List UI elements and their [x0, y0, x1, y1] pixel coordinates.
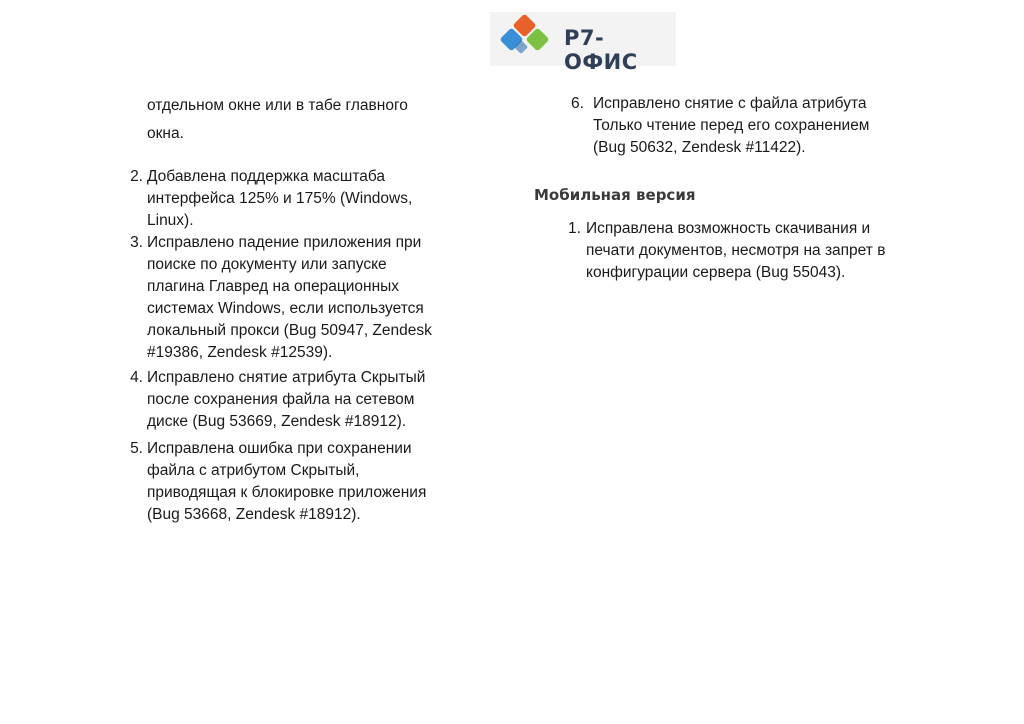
mobile-list-item-1 [568, 218, 946, 284]
list-number: 1. [568, 220, 581, 237]
logo-icon [494, 14, 558, 66]
list-item-text: Исправлена возможность скачивания и печати документов, несмотря на запрет в конфигурации сервера (Bug 55043). [586, 220, 886, 281]
list-number: 5. [130, 440, 143, 457]
list-item-text: Добавлена поддержка масштаба интерфейса 125% и 175% (Windows, Linux). [147, 168, 413, 229]
section-heading-mobile: Мобильная версия [534, 186, 696, 204]
list-item-text: Исправлено падение приложения при поиске по документу или запуске плагина Главред на операционных системах Windows, если используется локальный прокси (Bug 50947, Zendesk #19386, Zendesk #12539). [147, 234, 432, 361]
list-number: 6. [571, 95, 584, 112]
list-item-text: Исправлено снятие атрибута Скрытый после сохранения файла на сетевом диске (Bug 53669, Zendesk #18912). [147, 369, 426, 430]
logo-text: Р7-ОФИС [564, 26, 638, 74]
intro-line: отдельном окне или в табе главного [147, 97, 408, 114]
list-item-6 [571, 93, 913, 159]
list-number: 2. [130, 168, 143, 185]
list-item-text: Исправлено снятие с файла атрибута Только чтение перед его сохранением (Bug 50632, Zendesk #11422). [593, 95, 870, 156]
logo [490, 12, 676, 74]
intro-line: окна. [147, 125, 184, 142]
list-item-text: Исправлена ошибка при сохранении файла с атрибутом Скрытый, приводящая к блокировке приложения (Bug 53668, Zendesk #18912). [147, 440, 427, 523]
left-intro-text [147, 92, 467, 148]
list-number: 4. [130, 369, 143, 386]
list-number: 3. [130, 234, 143, 251]
